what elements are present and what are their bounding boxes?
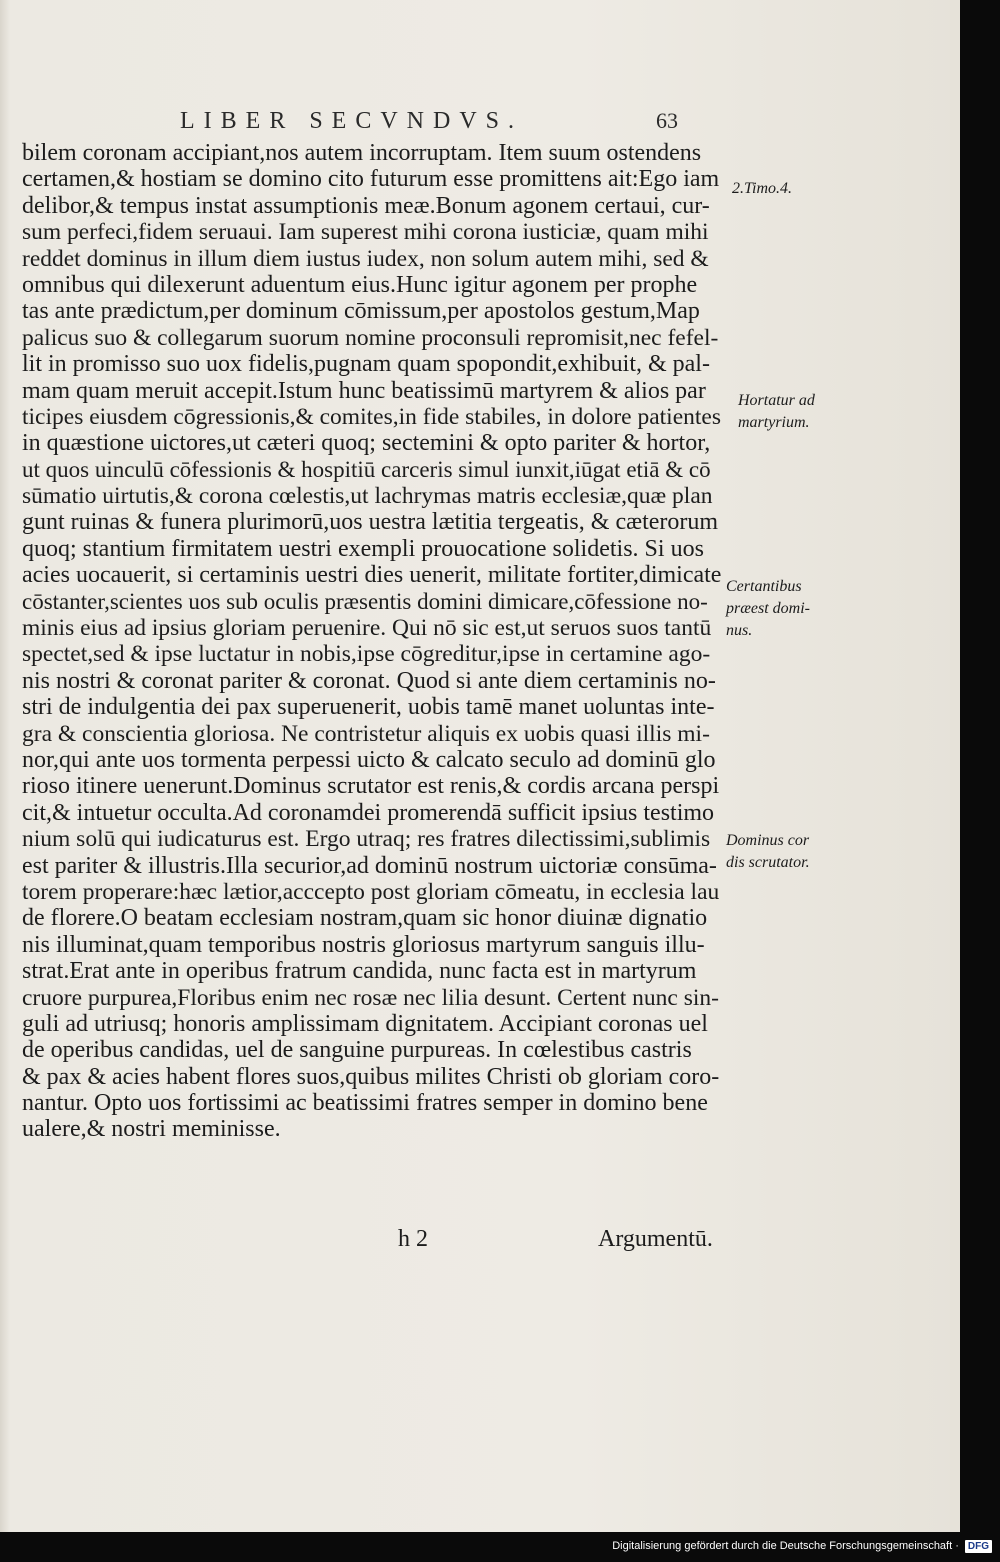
text-line: delibor,& tempus instat assumptionis meæ.Bonum agonem certaui, cur- — [22, 192, 710, 219]
margin-note-dominus: Dominus cor — [726, 832, 810, 849]
text-line: torem properare:hæc lætior,acccepto post gloriam cōmeatu, in ecclesia lau — [22, 878, 720, 905]
text-line: sūmatio uirtutis,& corona cœlestis,ut lachrymas matris ecclesiæ,quæ plan — [22, 483, 713, 510]
text-line: nor,qui ante uos tormenta perpessi uicto & calcato seculo ad dominū glo — [22, 746, 716, 773]
funding-text: Digitalisierung gefördert durch die Deutsche Forschungsgemeinschaft · — [612, 1540, 959, 1552]
text-line: certamen,& hostiam se domino cito futurum esse promittens ait:Ego iam — [22, 166, 720, 193]
text-line: palicus suo & collegarum suorum nomine proconsuli repromisit,nec fefel- — [22, 324, 719, 351]
signature-mark: h 2 — [398, 1226, 428, 1252]
text-line: minis eius ad ipsius gloriam peruenire. Qui nō sic est,ut seruos suos tantū — [22, 615, 712, 642]
running-title: LIBER SECVNDVS. — [180, 108, 524, 134]
text-line: strat.Erat ante in operibus fratrum candida, nunc facta est in martyrum — [22, 958, 697, 985]
text-line: de florere.O beatam ecclesiam nostram,quam sic honor diuinæ dignatio — [22, 905, 708, 932]
text-line: mam quam meruit accepit.Istum hunc beatissimū martyrem & alios par — [22, 377, 706, 404]
text-line: omnibus qui dilexerunt aduentum eius.Hunc igitur agonem per prophe — [22, 271, 698, 298]
margin-note-nus: nus. — [726, 622, 753, 639]
text-line: cit,& intuetur occulta.Ad coronamdei promerendā sufficit ipsius testimo — [22, 799, 715, 826]
text-line: & pax & acies habent flores suos,quibus milites Christi ob gloriam coro- — [22, 1063, 720, 1090]
text-line: quoq; stantium firmitatem uestri exempli prouocatione solidetis. Si uos — [22, 535, 704, 562]
text-line: nis illuminat,quam temporibus nostris gloriosus martyrum sanguis illu- — [22, 931, 705, 958]
text-line: ualere,& nostri meminisse. — [22, 1116, 281, 1143]
text-line: reddet dominus in illum diem iustus iudex, non solum autem mihi, sed & — [22, 245, 709, 272]
text-line: spectet,sed & ipse luctatur in nobis,ipse cōgreditur,ipse in certamine ago- — [22, 641, 711, 668]
catchword: Argumentū. — [598, 1226, 713, 1252]
text-line: tas ante prædictum,per dominum cōmissum,per apostolos gestum,Map — [22, 298, 700, 325]
text-line: gra & conscientia gloriosa. Ne contristetur aliquis ex uobis quasi illis mi- — [22, 720, 710, 747]
text-line: stri de indulgentia dei pax superuenerit, uobis tamē manet uoluntas inte- — [22, 694, 715, 721]
text-line: nis nostri & coronat pariter & coronat. Quod si ante diem certaminis no- — [22, 667, 716, 694]
text-line: acies uocauerit, si certaminis uestri dies uenerit, militate fortiter,dimicate — [22, 562, 722, 589]
text-line: nantur. Opto uos fortissimi ac beatissimi fratres semper in domino bene — [22, 1090, 708, 1117]
text-line: lit in promisso suo uox fidelis,pugnam quam spopondit,exhibuit, & pal- — [22, 351, 710, 378]
text-line: sum perfeci,fidem seruaui. Iam superest mihi corona iusticiæ, quam mihi — [22, 219, 709, 246]
folio-number: 63 — [656, 108, 678, 133]
text-line: rioso itinere uenerunt.Dominus scrutator est renis,& cordis arcana perspi — [22, 773, 720, 800]
dfg-logo-icon: DFG — [965, 1540, 992, 1553]
text-line: guli ad utriusq; honoris amplissimam dignitatem. Accipiant coronas uel — [22, 1010, 708, 1037]
main-text-block — [22, 140, 722, 1143]
text-line: est pariter & illustris.Illa securior,ad dominū nostrum uictoriæ consūma- — [22, 852, 717, 879]
margin-note-scrutator: dis scrutator. — [726, 854, 810, 871]
text-line: cruore purpurea,Floribus enim nec rosæ nec lilia desunt. Certent nunc sin- — [22, 984, 719, 1011]
funding-footer — [612, 1536, 992, 1556]
margin-note-timothy: 2.Timo.4. — [732, 180, 793, 197]
text-line: cōstanter,scientes uos sub oculis præsentis domini dimicare,cōfessione no- — [22, 588, 708, 614]
text-line: ut quos uinculū cōfessionis & hospitiū carceris simul iunxit,iūgat etiā & cō — [22, 456, 711, 482]
text-line: bilem coronam accipiant,nos autem incorruptam. Item suum ostendens — [22, 140, 702, 166]
text-line: de operibus candidas, uel de sanguine purpureas. In cœlestibus castris — [22, 1037, 692, 1064]
text-line: in quæstione uictores,ut cæteri quoq; sectemini & opto pariter & hortor, — [22, 430, 711, 457]
margin-note-certantibus: Certantibus — [726, 578, 802, 595]
margin-note-hortatur: Hortatur ad — [738, 392, 815, 409]
margin-note-martyrium: martyrium. — [738, 414, 810, 431]
text-line: gunt ruinas & funera plurimorū,uos uestra lætitia tergeatis, & cæterorum — [22, 509, 719, 536]
text-line: ticipes eiusdem cōgressionis,& comites,in fide stabiles, in dolore patientes — [22, 403, 721, 430]
text-line: nium solū qui iudicaturus est. Ergo utraq; res fratres dilectissimi,sublimis — [22, 826, 711, 853]
margin-note-praeest: præest domi- — [726, 600, 810, 617]
